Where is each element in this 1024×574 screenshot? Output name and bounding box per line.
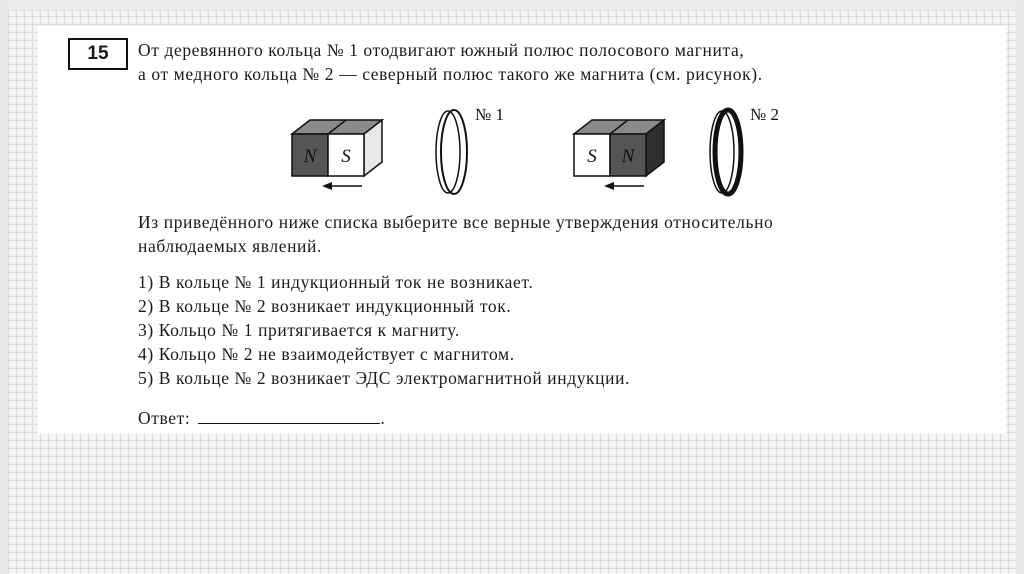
magnet-1-south-label: S [341, 146, 351, 167]
option-5: 5) В кольце № 2 возникает ЭДС электромагнитной индукции. [138, 368, 631, 388]
intro-line-1: От деревянного кольца № 1 отодвигают южный полюс полосового магнита, [138, 40, 745, 60]
task-number: 15 [68, 38, 128, 70]
option-4: 4) Кольцо № 2 не взаимодействует с магнитом. [138, 344, 515, 364]
option-2: 2) В кольце № 2 возникает индукционный ток. [138, 296, 512, 316]
answer-end: . [380, 408, 386, 428]
top-edge [0, 0, 1024, 11]
magnet-2 [574, 120, 664, 190]
magnet-1-north-label: N [303, 146, 317, 167]
intro-line-2: а от медного кольца № 2 — северный полюс такого же магнита (см. рисунок). [138, 64, 763, 84]
option-3: 3) Кольцо № 1 притягивается к магниту. [138, 320, 460, 340]
answer-label: Ответ: [138, 408, 191, 428]
right-edge [1016, 0, 1024, 574]
ring-1-label: № 1 [475, 105, 504, 124]
option-1: 1) В кольце № 1 индукционный ток не возникает. [138, 272, 534, 292]
question-line-1: Из приведённого ниже списка выберите все верные утверждения относительно [138, 212, 774, 232]
magnet-2-north-label: N [621, 146, 635, 167]
magnet-2-arrow-icon [604, 182, 644, 190]
ring-1 [436, 105, 504, 194]
magnet-rings-figure [278, 96, 779, 226]
magnet-1-arrow-icon [322, 182, 362, 190]
answer-blank[interactable] [198, 407, 380, 424]
magnet-2-south-label: S [587, 146, 597, 167]
ring-2-label: № 2 [750, 105, 779, 124]
answer-row [138, 406, 385, 430]
question-line-2: наблюдаемых явлений. [138, 236, 322, 256]
magnet-1 [292, 120, 382, 190]
ring-2 [710, 105, 779, 194]
task-sheet [38, 26, 1006, 434]
left-edge [0, 0, 8, 574]
